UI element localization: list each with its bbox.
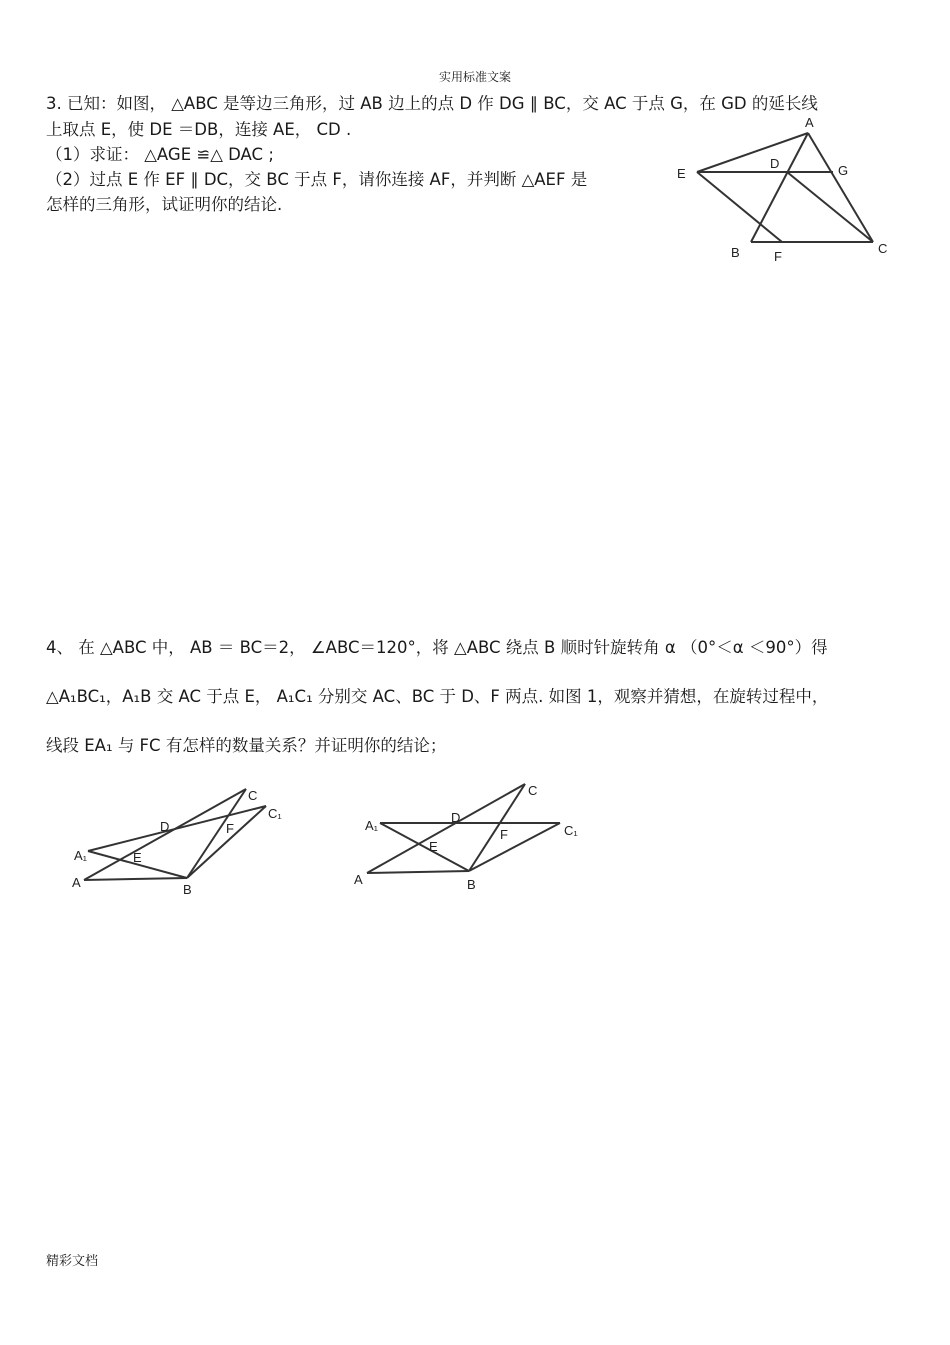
fig2-label-b: B bbox=[467, 877, 476, 892]
fig1-label-c1: C₁ bbox=[268, 806, 282, 821]
fig1-label-d: D bbox=[160, 819, 170, 834]
fig1-label-a1: A₁ bbox=[74, 848, 88, 863]
q3-line-3: （1）求证： △AGE ≌△ DAC ; bbox=[46, 145, 274, 164]
fig2-label-c1: C₁ bbox=[564, 823, 578, 838]
fig2-label-d: D bbox=[451, 810, 461, 825]
label-f: F bbox=[774, 249, 782, 264]
label-a: A bbox=[805, 115, 814, 130]
fig2-seg-bc bbox=[469, 784, 525, 871]
page-header: 实用标准文案 bbox=[438, 70, 511, 84]
q3-line-2: 上取点 E，使 DE ＝DB，连接 AE， CD . bbox=[46, 120, 352, 139]
q3-line-1: 3. 已知：如图， △ABC 是等边三角形，过 AB 边上的点 D 作 DG ∥ BC，交 AC 于点 G，在 GD 的延长线 bbox=[46, 94, 818, 113]
fig2-label-c: C bbox=[528, 783, 538, 798]
label-b: B bbox=[731, 245, 740, 260]
q4-line-3: 线段 EA₁ 与 FC 有怎样的数量关系？并证明你的结论； bbox=[46, 736, 447, 755]
q4-line-1: 4、 在 △ABC 中， AB ＝ BC＝2， ∠ABC＝120°，将 △ABC 绕点 B 顺时针旋转角 α （0°＜α ＜90°）得 bbox=[46, 638, 828, 657]
fig2-seg-a1b bbox=[380, 823, 469, 871]
fig2-label-a1: A₁ bbox=[365, 818, 379, 833]
page-footer: 精彩文档 bbox=[46, 1254, 99, 1269]
fig1-label-b: B bbox=[183, 882, 192, 897]
fig1-label-e: E bbox=[133, 850, 142, 865]
label-c: C bbox=[878, 241, 888, 256]
fig1-label-c: C bbox=[248, 788, 258, 803]
fig2-label-e: E bbox=[429, 839, 438, 854]
fig2-seg-bc1 bbox=[469, 823, 560, 871]
fig2-label-a: A bbox=[354, 872, 363, 887]
fig1-label-a: A bbox=[72, 875, 81, 890]
fig1-label-f: F bbox=[226, 821, 234, 836]
label-e: E bbox=[677, 166, 686, 181]
label-d: D bbox=[770, 156, 780, 171]
q3-line-4: （2）过点 E 作 EF ∥ DC，交 BC 于点 F，请你连接 AF，并判断 △AEF 是 bbox=[46, 170, 588, 189]
q3-line-5: 怎样的三角形，试证明你的结论. bbox=[46, 195, 283, 214]
label-g: G bbox=[838, 163, 849, 178]
q4-line-2: △A₁BC₁，A₁B 交 AC 于点 E， A₁C₁ 分别交 AC、BC 于 D、F 两点. 如图 1，观察并猜想，在旋转过程中， bbox=[46, 687, 829, 706]
fig2-seg-ab bbox=[367, 871, 469, 873]
fig2-label-f: F bbox=[500, 827, 508, 842]
